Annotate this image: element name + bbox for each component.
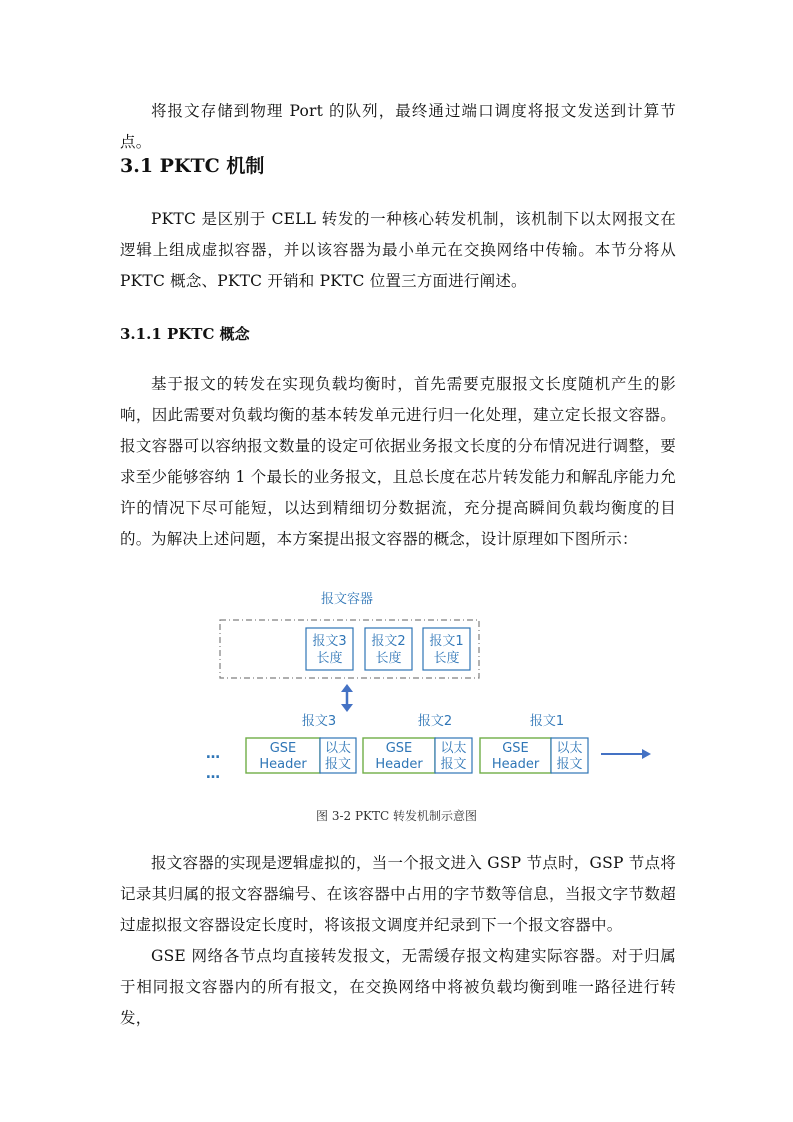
svg-text:以太: 以太 <box>440 741 467 756</box>
packet-2 <box>363 738 472 773</box>
packet-label-2: 报文2 <box>417 714 453 729</box>
paragraph-figure-intro: 为解决上述问题，本方案提出报文容器的概念，设计原理如下图所示： <box>151 530 638 548</box>
svg-text:Header: Header <box>375 757 423 772</box>
section-heading-3-1-1: 3.1.1 PKTC 概念 <box>120 325 250 343</box>
flow-arrow <box>601 749 651 759</box>
svg-text:长度: 长度 <box>375 651 402 666</box>
svg-text:以太: 以太 <box>556 741 583 756</box>
packet-label-3: 报文3 <box>301 714 337 729</box>
paragraph-intro: 将报文存储到物理 Port 的队列，最终通过端口调度将报文发送到计算节点。 <box>120 102 676 151</box>
svg-text:报文1: 报文1 <box>429 634 464 649</box>
svg-text:Header: Header <box>259 757 307 772</box>
length-field-3 <box>306 628 353 670</box>
packet-1 <box>480 738 588 773</box>
double-arrow <box>341 684 353 712</box>
svg-text:GSE: GSE <box>269 741 297 756</box>
svg-text:报文: 报文 <box>556 757 583 772</box>
svg-text:GSE: GSE <box>385 741 413 756</box>
svg-text:GSE: GSE <box>502 741 529 756</box>
svg-text:Header: Header <box>491 757 540 772</box>
paragraph-pktc-intro: PKTC 是区别于 CELL 转发的一种核心转发机制，该机制下以太网报文在逻辑上组成虚拟容器，并以该容器为最小单元在交换网络中传输。本节分将从 PKTC 概念、PKTC 开销和 PKTC 位置三方面进行阐述。 <box>120 210 676 290</box>
svg-text:报文2: 报文2 <box>371 634 406 649</box>
packet-label-1: 报文1 <box>529 714 565 729</box>
length-field-2 <box>365 628 412 670</box>
paragraph-container-impl: 报文容器的实现是逻辑虚拟的，当一个报文进入 GSP 节点时，GSP 节点将记录其归属的报文容器编号、在该容器中占用的字节数等信息，当报文字节数超过虚拟报文容器设定长度时，将该报文调度并纪录到下一个报文容器中。 <box>120 854 676 934</box>
length-field-1 <box>423 628 470 670</box>
svg-text:长度: 长度 <box>433 651 460 666</box>
pktc-figure <box>190 582 670 792</box>
ellipsis-bottom: … <box>206 766 220 782</box>
paragraph-pktc-concept: 基于报文的转发在实现负载均衡时，首先需要克服报文长度随机产生的影响，因此需要对负载均衡的基本转发单元进行归一化处理，建立定长报文容器。报文容器可以容纳报文数量的设定可依据业务报文长度的分布情况进行调整，要求至少能够容纳 1 个最长的业务报文，且总长度在芯片转发能力和解乱序能力允许的情况下尽可能短，以达到精细切分数据流，充分提高瞬间负载均衡度的目的。 <box>120 375 676 548</box>
section-heading-3-1: 3.1 PKTC 机制 <box>120 155 265 177</box>
container-label: 报文容器 <box>320 592 374 607</box>
ellipsis-top: … <box>206 746 220 762</box>
figure-caption: 图 3-2 PKTC 转发机制示意图 <box>316 809 477 823</box>
packet-3 <box>246 738 356 773</box>
svg-text:以太: 以太 <box>324 741 352 756</box>
svg-text:长度: 长度 <box>316 651 343 666</box>
svg-text:报文: 报文 <box>440 757 467 772</box>
paragraph-gse-forwarding: GSE 网络各节点均直接转发报文，无需缓存报文构建实际容器。对于归属于相同报文容器内的所有报文，在交换网络中将被负载均衡到唯一路径进行转发， <box>120 947 676 1027</box>
svg-text:报文: 报文 <box>324 757 352 772</box>
svg-text:报文3: 报文3 <box>312 634 347 649</box>
